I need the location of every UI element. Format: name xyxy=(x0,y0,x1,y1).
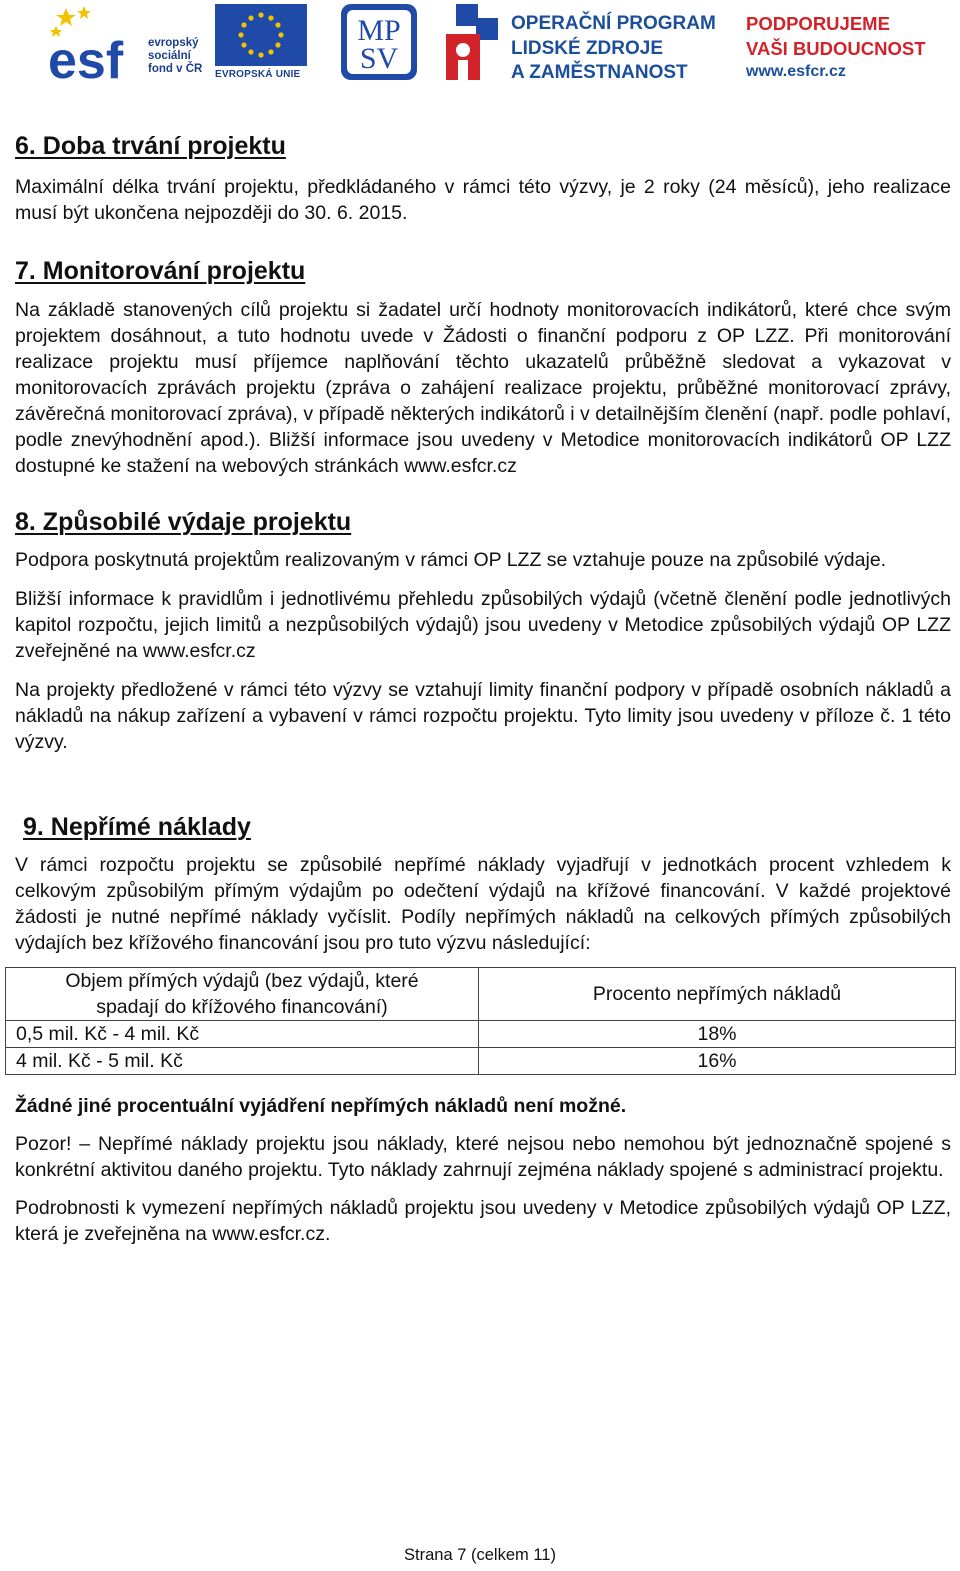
svg-text:SV: SV xyxy=(359,42,399,75)
section-6-title: 6. Doba trvání projektu xyxy=(15,132,286,160)
oplzz-logo-text: OPERAČNÍ PROGRAM LIDSKÉ ZDROJE A ZAMĚSTNANOST xyxy=(511,13,716,83)
mpsv-logo xyxy=(341,4,417,80)
section-9-notice: Žádné jiné procentuální vyjádření nepřímých nákladů není možné. xyxy=(15,1095,627,1117)
logo-bar xyxy=(0,0,960,100)
svg-text:esf: esf xyxy=(48,32,124,82)
table-row xyxy=(6,1021,956,1048)
section-8-text-2: Bližší informace k pravidlům i jednotlivému přehledu způsobilých výdajů (včetně členění podle jednotlivých kapitol rozpočtu, jejich limitů a nezpůsobilých výdajů) jsou uvedeny v Metodice způsobilých výdajů OP LZZ zveřejněné na www.esfcr.cz xyxy=(15,588,951,662)
page-footer: Strana 7 (celkem 11) xyxy=(404,1546,556,1564)
section-9-text-1: V rámci rozpočtu projektu se způsobilé nepřímé náklady vyjadřují v jednotkách procent vzhledem k celkovým způsobilým přímým výdajům po odečtení výdajů na křížové financování. V každé projektové žádosti je nutné nepřímé náklady vyčíslit. Podíly nepřímých nákladů na celkových přímých způsobilých výdajích bez křížového financování jsou pro tuto výzvu následující: xyxy=(15,854,951,954)
section-8-title: 8. Způsobilé výdaje projektu xyxy=(15,508,352,536)
document-body xyxy=(15,128,951,1247)
esf-logo xyxy=(46,4,141,82)
section-6-text: Maximální délka trvání projektu, předkládaného v rámci této výzvy, je 2 roky (24 měsíců), jeho realizace musí být ukončena nejpozději do 30. 6. 2015. xyxy=(15,176,951,224)
table-row xyxy=(6,1048,956,1075)
table-cell-percent: 18% xyxy=(479,1021,956,1048)
support-url: www.esfcr.cz xyxy=(746,63,846,80)
section-8-text-3: Na projekty předložené v rámci této výzvy se vztahují limity finanční podpory v případě osobních nákladů a nákladů na nákup zařízení a vybavení v rámci rozpočtu projektu. Tyto limity jsou uvedeny v příloze č. 1 této výzvy. xyxy=(15,679,951,753)
table-cell-percent: 16% xyxy=(479,1048,956,1075)
support-slogan: PODPORUJEME VAŠI BUDOUCNOST xyxy=(746,13,926,59)
table-header-percent: Procento nepřímých nákladů xyxy=(479,968,956,1021)
eu-caption: EVROPSKÁ UNIE xyxy=(215,69,301,80)
table-header-row xyxy=(6,968,956,1021)
section-9-title: 9. Nepřímé náklady xyxy=(23,813,251,841)
section-7-title: 7. Monitorování projektu xyxy=(15,257,306,285)
esf-logo-text: evropský sociální fond v ČR xyxy=(148,37,203,75)
section-9-text-2: Pozor! – Nepřímé náklady projektu jsou náklady, které nejsou nebo nemohou být jednoznačně spojené s konkrétní aktivitou daného projektu. Tyto náklady zahrnují zejména náklady spojené s administrací projektu. xyxy=(15,1133,951,1181)
eu-flag-logo xyxy=(215,4,307,66)
section-8-text-1: Podpora poskytnutá projektům realizovaným v rámci OP LZZ se vztahuje pouze na způsobilé výdaje. xyxy=(15,549,887,571)
indirect-costs-table xyxy=(5,967,956,1075)
section-7-text: Na základě stanovených cílů projektu si žadatel určí hodnoty monitorovacích indikátorů, které chce svým projektem dosáhnout, a tuto hodnotu uvede v Žádosti o finanční podporu z OP LZZ. Při monitorování realizace projektu musí příjemce naplňování těchto ukazatelů průběžně sledovat a vykazovat v monitorovacích zprávách projektu (zpráva o zahájení realizace projektu, průběžné monitorovací zprávy, závěrečná monitorovací zpráva), v případě některých indikátorů i v detailnějším členění (např. podle pohlaví, podle znevýhodnění apod.). Bližší informace jsou uvedeny v Metodice monitorovacích indikátorů OP LZZ dostupné ke stažení na webových stránkách www.esfcr.cz xyxy=(15,299,951,477)
table-cell-range: 0,5 mil. Kč - 4 mil. Kč xyxy=(6,1021,479,1048)
svg-text:MP: MP xyxy=(357,14,401,47)
table-cell-range: 4 mil. Kč - 5 mil. Kč xyxy=(6,1048,479,1075)
oplzz-logo xyxy=(446,4,502,82)
section-9-text-3: Podrobnosti k vymezení nepřímých nákladů projektu jsou uvedeny v Metodice způsobilých výdajů OP LZZ, která je zveřejněna na www.esfcr.cz. xyxy=(15,1197,951,1245)
table-header-volume: Objem přímých výdajů (bez výdajů, které spadají do křížového financování) xyxy=(6,968,479,1021)
